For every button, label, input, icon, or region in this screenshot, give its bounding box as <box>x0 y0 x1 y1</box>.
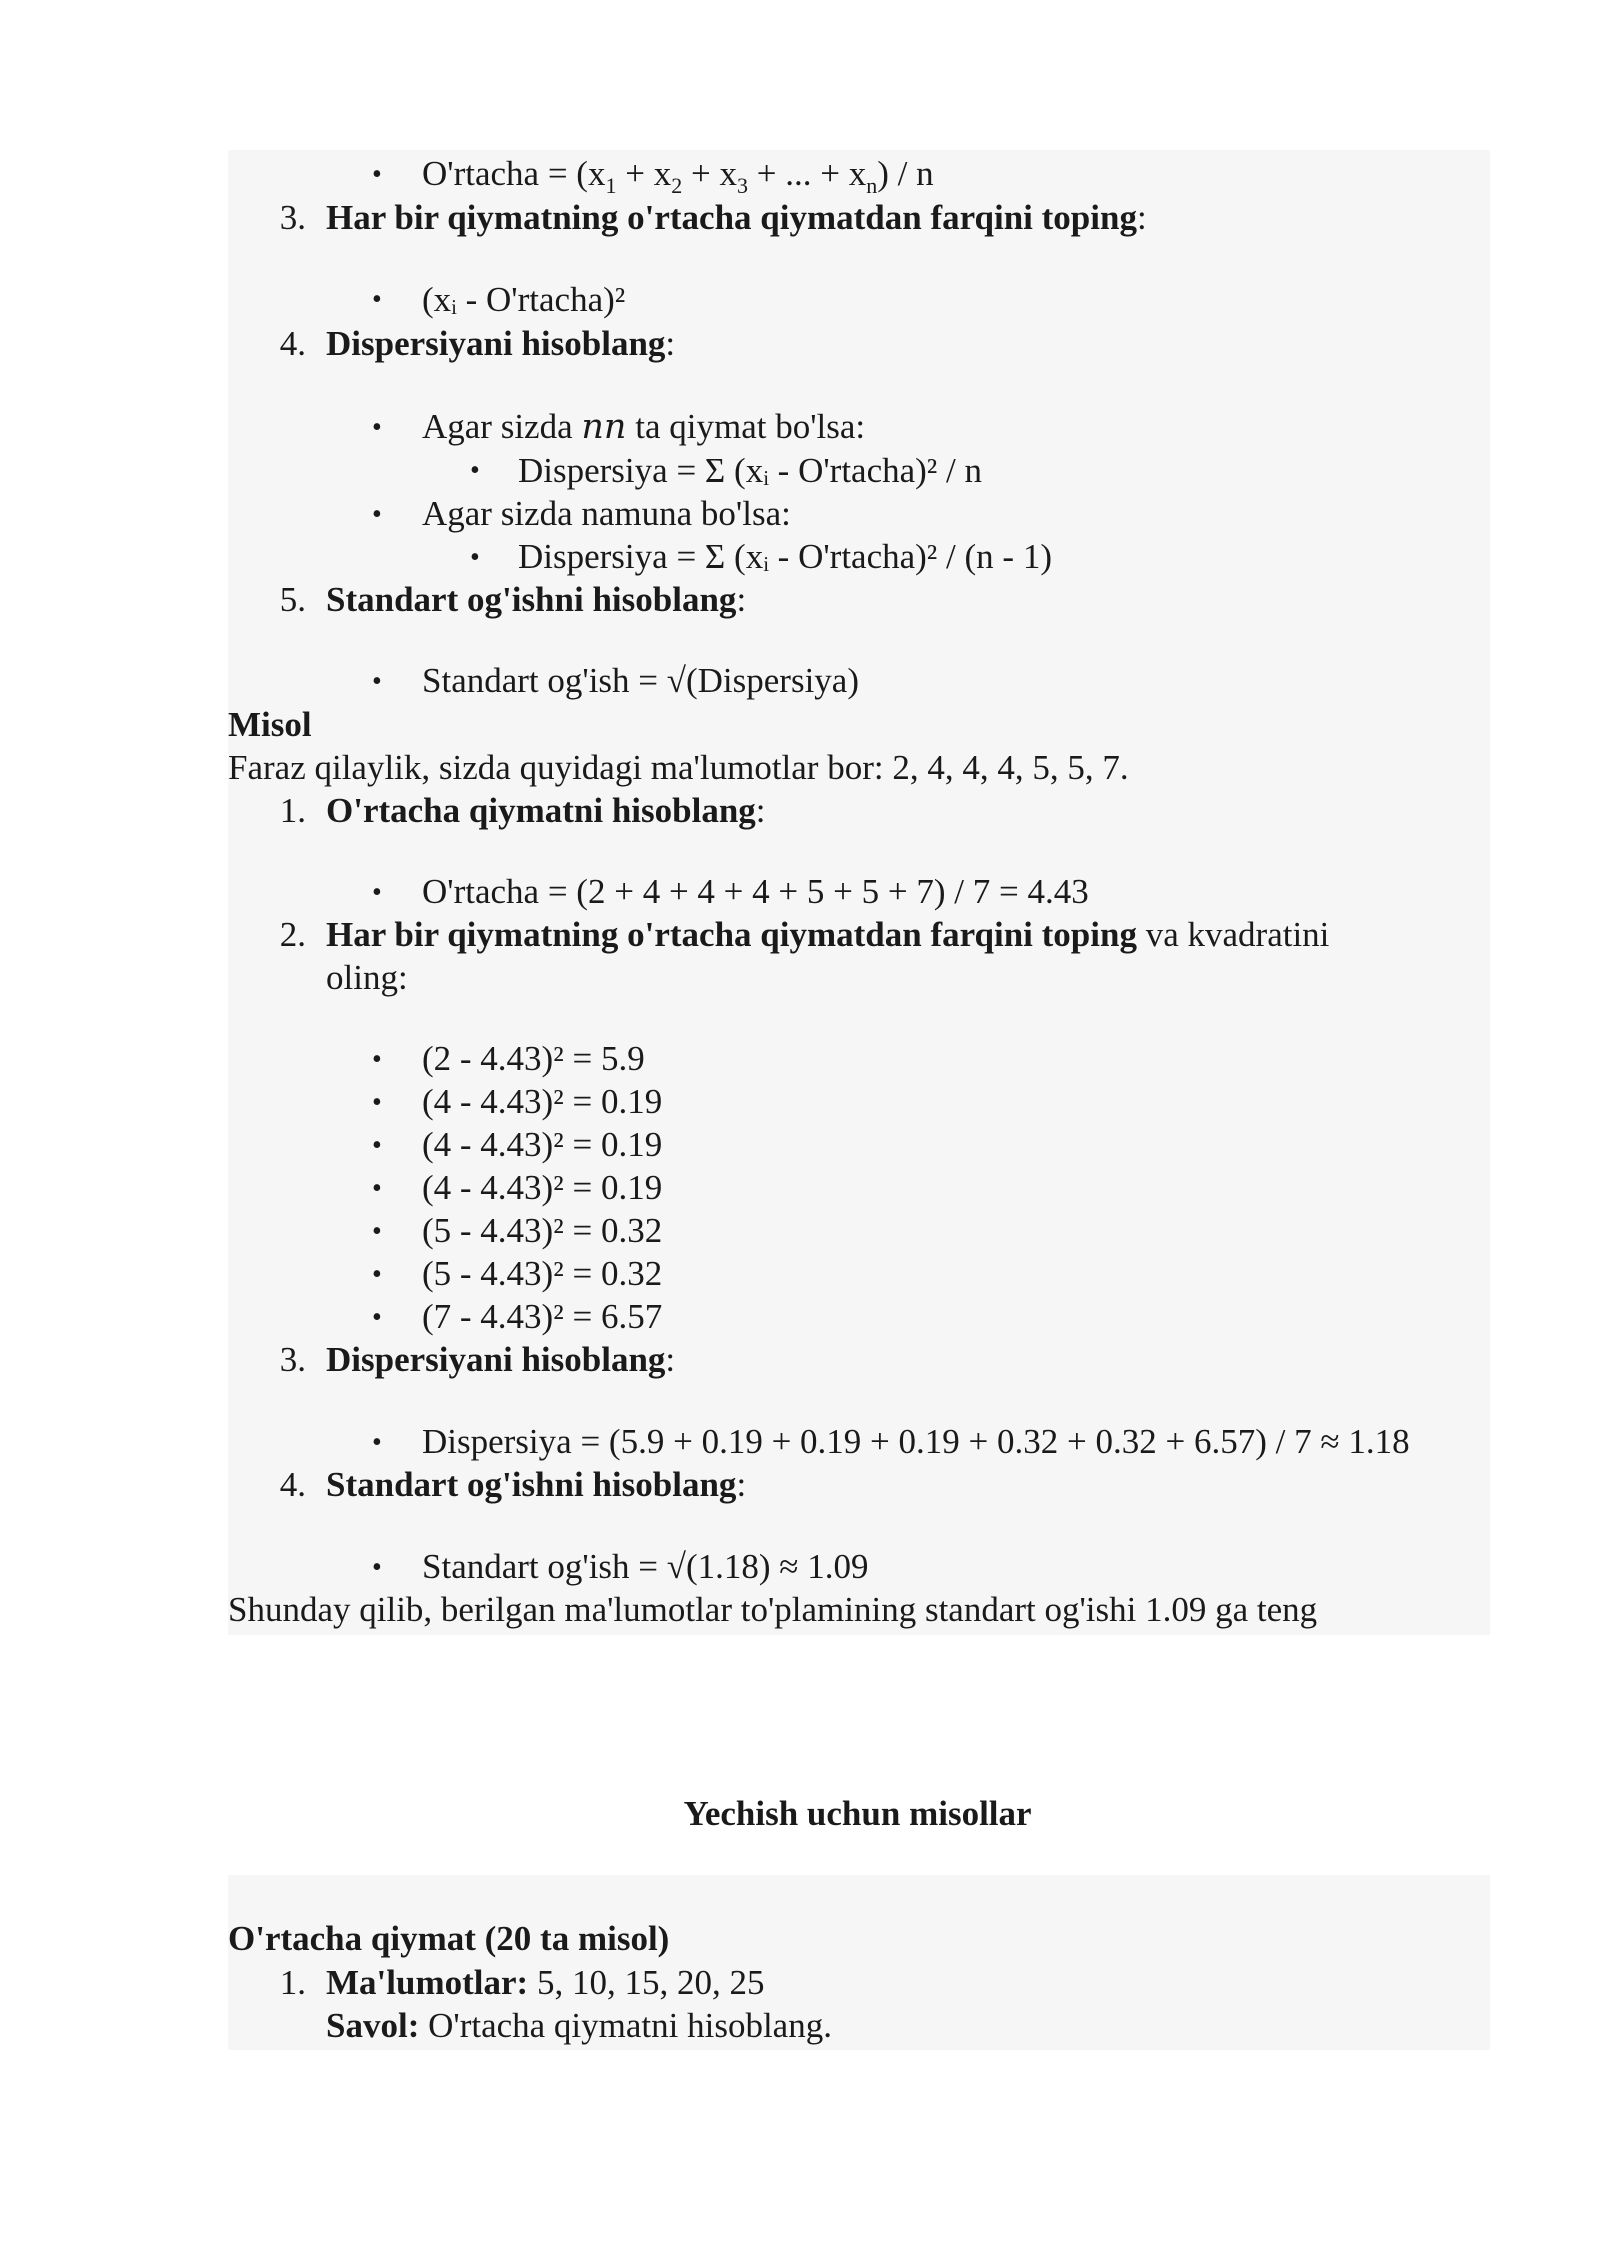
list-number: 5. <box>279 580 306 619</box>
list-number: 1. <box>279 791 306 830</box>
bullet: • <box>372 1173 382 1204</box>
bullet: • <box>372 159 382 190</box>
example-step4-heading: Standart og'ishni hisoblang: <box>326 1465 747 1504</box>
step4-heading: Dispersiyani hisoblang: <box>326 324 676 363</box>
mean-formula: O'rtacha = ($x_1 + x_2 + x_3$ + ... + $x_n$) / n <box>422 154 934 198</box>
example-sd-calc: Standart og'ish = √(1.18) ≈ 1.09 <box>422 1547 869 1586</box>
squared-deviation-item: (7 - 4.43)² = 6.57 <box>422 1297 663 1336</box>
bullet: • <box>372 877 382 908</box>
bullet: • <box>470 455 480 486</box>
example-conclusion: Shunday qilib, berilgan ma'lumotlar to'plamining standart og'ishi 1.09 ga teng <box>228 1590 1318 1629</box>
squared-deviation-item: (5 - 4.43)² = 0.32 <box>422 1211 663 1250</box>
example-step1-heading: O'rtacha qiymatni hisoblang: <box>326 791 766 830</box>
exercises-subheading: O'rtacha qiymat (20 ta misol) <box>228 1919 670 1958</box>
bullet: • <box>372 1130 382 1161</box>
bullet: • <box>372 1216 382 1247</box>
list-number: 2. <box>279 915 306 954</box>
exercise-1-question: Savol: O'rtacha qiymatni hisoblang. <box>326 2006 832 2045</box>
step3-heading: Har bir qiymatning o'rtacha qiymatdan farqini toping: <box>326 198 1147 237</box>
example-intro: Faraz qilaylik, sizda quyidagi ma'lumotlar bor: 2, 4, 4, 4, 5, 5, 7. <box>228 748 1129 787</box>
deviation-formula: (xᵢ - O'rtacha)² <box>422 280 626 319</box>
exercise-1-data: Ma'lumotlar: 5, 10, 15, 20, 25 <box>326 1963 765 2002</box>
squared-deviation-item: (4 - 4.43)² = 0.19 <box>422 1125 663 1164</box>
squared-deviation-item: (4 - 4.43)² = 0.19 <box>422 1082 663 1121</box>
bullet: • <box>372 1427 382 1458</box>
bullet: • <box>372 1087 382 1118</box>
example-variance-calc: Dispersiya = (5.9 + 0.19 + 0.19 + 0.19 + 0.32 + 0.32 + 6.57) / 7 ≈ 1.18 <box>422 1422 1410 1461</box>
bullet: • <box>372 412 382 443</box>
example-step2-continuation: oling: <box>326 958 408 997</box>
sd-formula: Standart og'ish = √(Dispersiya) <box>422 661 859 700</box>
sample-formula: Dispersiya = Σ (xᵢ - O'rtacha)² / (n - 1) <box>518 537 1052 576</box>
sample-case: Agar sizda namuna bo'lsa: <box>422 494 791 533</box>
example-step3-heading: Dispersiyani hisoblang: <box>326 1340 676 1379</box>
list-number: 3. <box>279 1340 306 1379</box>
example-heading: Misol <box>228 705 312 744</box>
list-number: 1. <box>279 1963 306 2002</box>
list-number: 4. <box>279 324 306 363</box>
population-formula: Dispersiya = Σ (xᵢ - O'rtacha)² / n <box>518 451 983 490</box>
exercises-heading: Yechish uchun misollar <box>683 1794 1032 1833</box>
step5-heading: Standart og'ishni hisoblang: <box>326 580 747 619</box>
list-number: 4. <box>279 1465 306 1504</box>
bullet: • <box>372 284 382 315</box>
example-mean-calc: O'rtacha = (2 + 4 + 4 + 4 + 5 + 5 + 7) / 7 = 4.43 <box>422 872 1089 911</box>
squared-deviation-item: (5 - 4.43)² = 0.32 <box>422 1254 663 1293</box>
population-case: Agar sizda nn ta qiymat bo'lsa: <box>422 407 866 447</box>
squared-deviation-item: (4 - 4.43)² = 0.19 <box>422 1168 663 1207</box>
bullet: • <box>372 666 382 697</box>
bullet: • <box>372 1302 382 1333</box>
bullet: • <box>372 1044 382 1075</box>
bullet: • <box>372 1259 382 1290</box>
squared-deviation-item: (2 - 4.43)² = 5.9 <box>422 1039 645 1078</box>
bullet: • <box>372 499 382 530</box>
example-step2-heading: Har bir qiymatning o'rtacha qiymatdan farqini toping va kvadratini <box>326 915 1330 954</box>
list-number: 3. <box>279 198 306 237</box>
bullet: • <box>470 542 480 573</box>
bullet: • <box>372 1552 382 1583</box>
